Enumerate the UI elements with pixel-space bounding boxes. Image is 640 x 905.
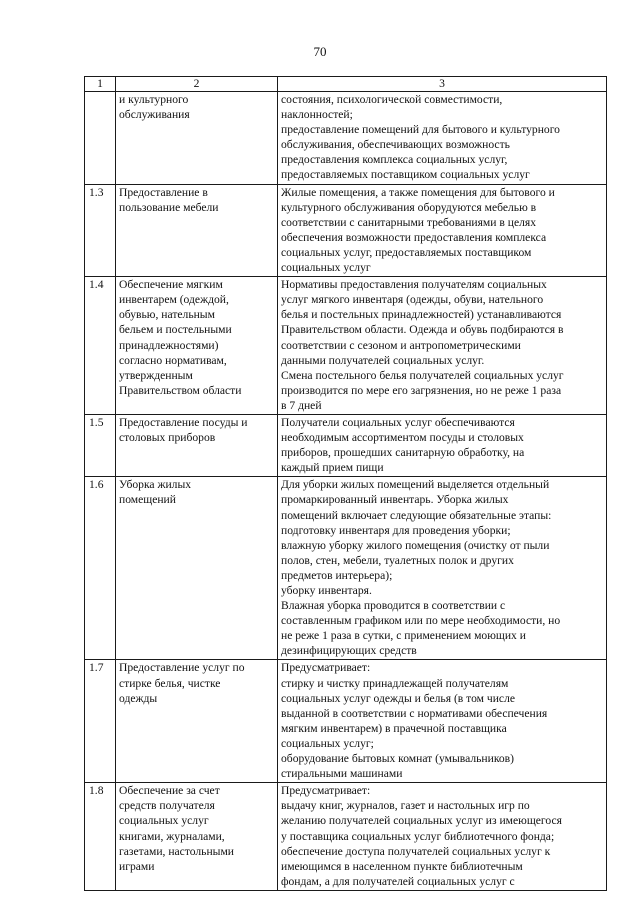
row-number bbox=[85, 92, 116, 185]
service-name-line: книгами, журналами, bbox=[119, 829, 225, 843]
service-name-line: Правительством области bbox=[119, 383, 242, 397]
service-description-line: дезинфицирующих средств bbox=[281, 644, 417, 658]
service-name-line: инвентарем (одеждой, bbox=[119, 293, 229, 307]
service-name-line: Уборка жилых bbox=[119, 478, 192, 492]
service-description-line: Влажная уборка проводится в соответствии с bbox=[281, 599, 506, 613]
service-description-line: предметов интерьера); bbox=[281, 568, 393, 582]
service-description-line: Предусматривает: bbox=[281, 784, 371, 798]
service-name-line: стирке белья, чистке bbox=[119, 676, 221, 690]
service-name-line: газетами, настольными bbox=[119, 844, 234, 858]
service-description-line: белья и постельных принадлежностей) устанавливаются bbox=[281, 308, 562, 322]
service-description-line: обеспечения возможности предоставления комплекса bbox=[281, 230, 547, 244]
service-description-line: обеспечение доступа получателей социальных услуг к bbox=[281, 844, 551, 858]
service-name bbox=[116, 92, 278, 185]
table-row bbox=[85, 783, 607, 891]
row-number: 1.4 bbox=[85, 277, 116, 415]
row-number: 1.3 bbox=[85, 184, 116, 277]
row-number: 1.6 bbox=[85, 477, 116, 660]
service-description-line: производится по мере его загрязнения, но не реже 1 раза bbox=[281, 383, 562, 397]
service-name-line: обувью, нательным bbox=[119, 308, 215, 322]
service-description-line: в 7 дней bbox=[281, 398, 322, 412]
service-description-line: культурного обслуживания оборудуются мебелью в bbox=[281, 200, 537, 214]
service-name bbox=[116, 477, 278, 660]
table-row bbox=[85, 477, 607, 660]
service-description-line: Предусматривает: bbox=[281, 661, 371, 675]
row-number: 1.5 bbox=[85, 414, 116, 476]
service-description-line: обслуживания, обеспечивающих возможность bbox=[281, 138, 510, 152]
service-description-line: Смена постельного белья получателей социальных услуг bbox=[281, 368, 564, 382]
service-name-line: принадлежностями) bbox=[119, 338, 219, 352]
service-name bbox=[116, 184, 278, 277]
service-description-line: предоставление помещений для бытового и культурного bbox=[281, 123, 560, 137]
service-description-line: приборов, прошедших санитарную обработку, на bbox=[281, 446, 525, 460]
table-body bbox=[85, 92, 607, 891]
table-row bbox=[85, 184, 607, 277]
service-description-line: каждый прием пищи bbox=[281, 461, 384, 475]
service-description-line: социальных услуг bbox=[281, 261, 371, 275]
service-name-line: и культурного bbox=[119, 93, 189, 106]
service-description-line: предоставляемых поставщиком социальных услуг bbox=[281, 168, 530, 182]
services-table bbox=[84, 76, 607, 891]
service-description bbox=[278, 92, 607, 185]
service-name bbox=[116, 783, 278, 891]
service-description-line: полов, стен, мебели, туалетных полок и других bbox=[281, 553, 514, 567]
service-description-line: не реже 1 раза в сутки, с применением моющих и bbox=[281, 629, 526, 643]
service-name-line: Обеспечение мягким bbox=[119, 278, 223, 292]
row-number: 1.7 bbox=[85, 660, 116, 783]
service-description-line: соответствии с сезоном и антропометрическими bbox=[281, 338, 521, 352]
service-description-line: социальных услуг, предоставляемых поставщиком bbox=[281, 245, 532, 259]
service-description-line: необходимым ассортиментом посуды и столовых bbox=[281, 431, 524, 445]
service-description-line: влажную уборку жилого помещения (очистку от пыли bbox=[281, 538, 550, 552]
service-description-line: мягким инвентарем) в прачечной поставщика bbox=[281, 721, 507, 735]
service-name-line: Предоставление посуды и bbox=[119, 415, 248, 429]
service-description-line: фондам, а для получателей социальных услуг с bbox=[281, 874, 515, 888]
service-description-line: наклонностей; bbox=[281, 108, 353, 122]
service-description bbox=[278, 277, 607, 415]
service-name-line: согласно нормативам, bbox=[119, 353, 227, 367]
service-name-line: играми bbox=[119, 859, 155, 873]
service-name-line: одежды bbox=[119, 691, 158, 705]
service-description-line: уборку инвентаря. bbox=[281, 584, 372, 597]
service-description-line: Для уборки жилых помещений выделяется отдельный bbox=[281, 478, 550, 492]
service-name bbox=[116, 277, 278, 415]
service-name bbox=[116, 414, 278, 476]
header-col-2: 2 bbox=[116, 77, 278, 92]
service-name-line: столовых приборов bbox=[119, 431, 216, 445]
service-name-line: пользование мебели bbox=[119, 200, 219, 214]
service-description-line: стирку и чистку принадлежащей получателям bbox=[281, 676, 509, 690]
service-description-line: выдачу книг, журналов, газет и настольных игр по bbox=[281, 799, 530, 813]
service-description-line: соответствии с санитарными требованиями в целях bbox=[281, 215, 537, 229]
service-name-line: Обеспечение за счет bbox=[119, 784, 220, 798]
service-description-line: услуг мягкого инвентаря (одежды, обуви, нательного bbox=[281, 293, 544, 307]
service-description bbox=[278, 783, 607, 891]
service-description-line: желанию получателей социальных услуг из имеющегося bbox=[281, 814, 562, 828]
service-description-line: промаркированный инвентарь. Уборка жилых bbox=[281, 493, 509, 507]
table-row bbox=[85, 414, 607, 476]
service-description-line: состояния, психологической совместимости, bbox=[281, 93, 503, 106]
service-name-line: Предоставление услуг по bbox=[119, 661, 245, 675]
service-description-line: социальных услуг одежды и белья (в том числе bbox=[281, 691, 516, 705]
table-row bbox=[85, 660, 607, 783]
service-description-line: стиральными машинами bbox=[281, 767, 403, 781]
service-description-line: Нормативы предоставления получателям социальных bbox=[281, 278, 547, 292]
service-description bbox=[278, 660, 607, 783]
service-name-line: утвержденным bbox=[119, 368, 193, 382]
service-description bbox=[278, 477, 607, 660]
service-name-line: бельем и постельными bbox=[119, 323, 232, 337]
row-number: 1.8 bbox=[85, 783, 116, 891]
service-description-line: социальных услуг; bbox=[281, 736, 374, 750]
header-col-1: 1 bbox=[85, 77, 116, 92]
service-description-line: оборудование бытовых комнат (умывальников) bbox=[281, 752, 515, 766]
service-name-line: помещений bbox=[119, 493, 176, 507]
service-description-line: Жилые помещения, а также помещения для бытового и bbox=[281, 185, 555, 199]
table-header bbox=[85, 77, 607, 92]
service-description bbox=[278, 184, 607, 277]
service-description-line: имеющимся в населенном пункте библиотечным bbox=[281, 859, 523, 873]
service-description-line: Получатели социальных услуг обеспечиваются bbox=[281, 415, 515, 429]
service-description-line: предоставления комплекса социальных услуг, bbox=[281, 153, 508, 167]
header-col-3: 3 bbox=[278, 77, 607, 92]
service-name-line: Предоставление в bbox=[119, 185, 208, 199]
service-description-line: подготовку инвентаря для проведения уборки; bbox=[281, 523, 511, 537]
service-description-line: Правительством области. Одежда и обувь подбираются в bbox=[281, 323, 564, 337]
table-row bbox=[85, 277, 607, 415]
service-description-line: помещений включает следующие обязательные этапы: bbox=[281, 508, 552, 522]
service-description-line: данными получателей социальных услуг. bbox=[281, 353, 485, 367]
service-description-line: составленным графиком или по мере необходимости, но bbox=[281, 614, 561, 628]
service-name-line: социальных услуг bbox=[119, 814, 209, 828]
service-description-line: у поставщика социальных услуг библиотечного фонда; bbox=[281, 829, 555, 843]
service-name bbox=[116, 660, 278, 783]
service-name-line: средств получателя bbox=[119, 799, 215, 813]
page-number: 70 bbox=[313, 44, 327, 59]
service-description bbox=[278, 414, 607, 476]
service-name-line: обслуживания bbox=[119, 108, 190, 122]
table-row bbox=[85, 92, 607, 185]
service-description-line: выданной в соответствии с нормативами обеспечения bbox=[281, 706, 548, 720]
